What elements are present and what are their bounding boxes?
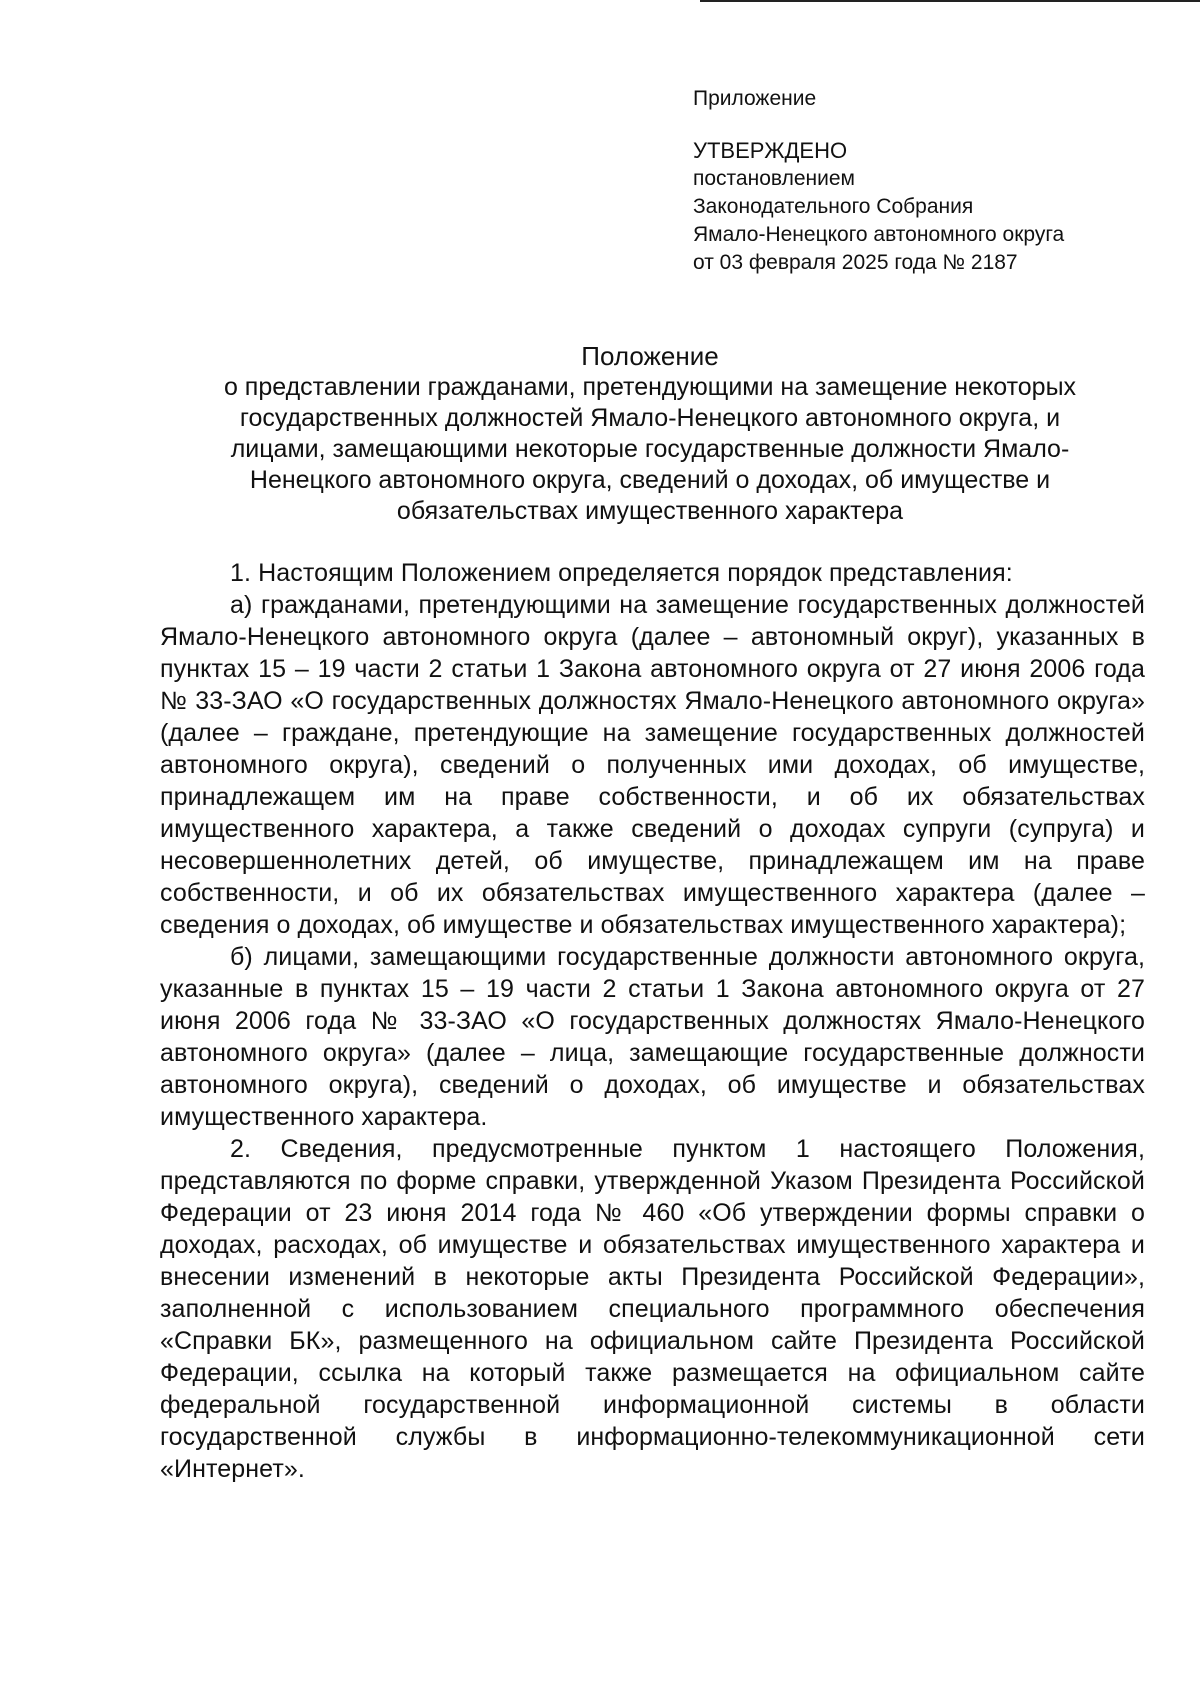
- document-title: [150, 341, 1150, 527]
- title-line-1: о представлении гражданами, претендующими на замещение некоторых: [223, 373, 1077, 401]
- title-heading: Положение: [581, 341, 719, 371]
- approval-line-resolution: постановлением: [693, 167, 855, 190]
- paragraph-1a: а) гражданами, претендующими на замещение государственных должностей Ямало-Ненецкого автономного округа (далее – автономный округ), указанных в пунктах 15 – 19 части 2 статьи 1 Закона автономного округа от 27 июня 2006 года № 33-ЗАО «О государственных должностях Ямало-Ненецкого автономного округа» (далее – граждане, претендующие на замещение государственных должностей автономного округа), сведений о полученных ими доходах, об имуществе, принадлежащем им на праве собственности, и об их обязательствах имущественного характера, а также сведений о доходах супруги (супруга) и несовершеннолетних детей, об имуществе, принадлежащем им на праве собственности, и об их обязательствах имущественного характера (далее – сведения о доходах, об имуществе и обязательствах имущественного характера);: [160, 591, 1145, 939]
- paragraph-1: 1. Настоящим Положением определяется порядок представления:: [230, 559, 1013, 587]
- approval-line-region: Ямало-Ненецкого автономного округа: [693, 223, 1065, 246]
- title-line-5: обязательствах имущественного характера: [396, 497, 904, 525]
- title-line-3: лицами, замещающими некоторые государственные должности Ямало-: [230, 435, 1070, 463]
- approved-label: УТВЕРЖДЕНО: [693, 138, 848, 163]
- paragraph-1b: б) лицами, замещающими государственные должности автономного округа, указанные в пунктах 15 – 19 части 2 статьи 1 Закона автономного округа от 27 июня 2006 года № 33-ЗАО «О государственных должностях Ямало-Ненецкого автономного округа» (далее – лица, замещающие государственные должности автономного округа), сведений о доходах, об имуществе и обязательствах имущественного характера.: [160, 943, 1145, 1131]
- document-body: [160, 557, 1145, 1485]
- approval-block: [693, 85, 1173, 277]
- scan-edge-line: [700, 0, 1200, 2]
- paragraph-2: 2. Сведения, предусмотренные пунктом 1 настоящего Положения, представляются по форме справки, утвержденной Указом Президента Российской Федерации от 23 июня 2014 года № 460 «Об утверждении формы справки о доходах, расходах, об имуществе и обязательствах имущественного характера и внесении изменений в некоторые акты Президента Российской Федерации», заполненной с использованием специального программного обеспечения «Справки БК», размещенного на официальном сайте Президента Российской Федерации, ссылка на который также размещается на официальном сайте федеральной государственной информационной системы в области государственной службы в информационно-телекоммуникационной сети «Интернет».: [160, 1135, 1145, 1483]
- approval-line-date: от 03 февраля 2025 года № 2187: [693, 251, 1018, 274]
- title-line-4: Ненецкого автономного округа, сведений о доходах, об имуществе и: [249, 466, 1051, 494]
- annex-label: Приложение: [693, 87, 817, 110]
- approval-line-assembly: Законодательного Собрания: [693, 195, 974, 218]
- title-line-2: государственных должностей Ямало-Ненецкого автономного округа, и: [239, 404, 1061, 432]
